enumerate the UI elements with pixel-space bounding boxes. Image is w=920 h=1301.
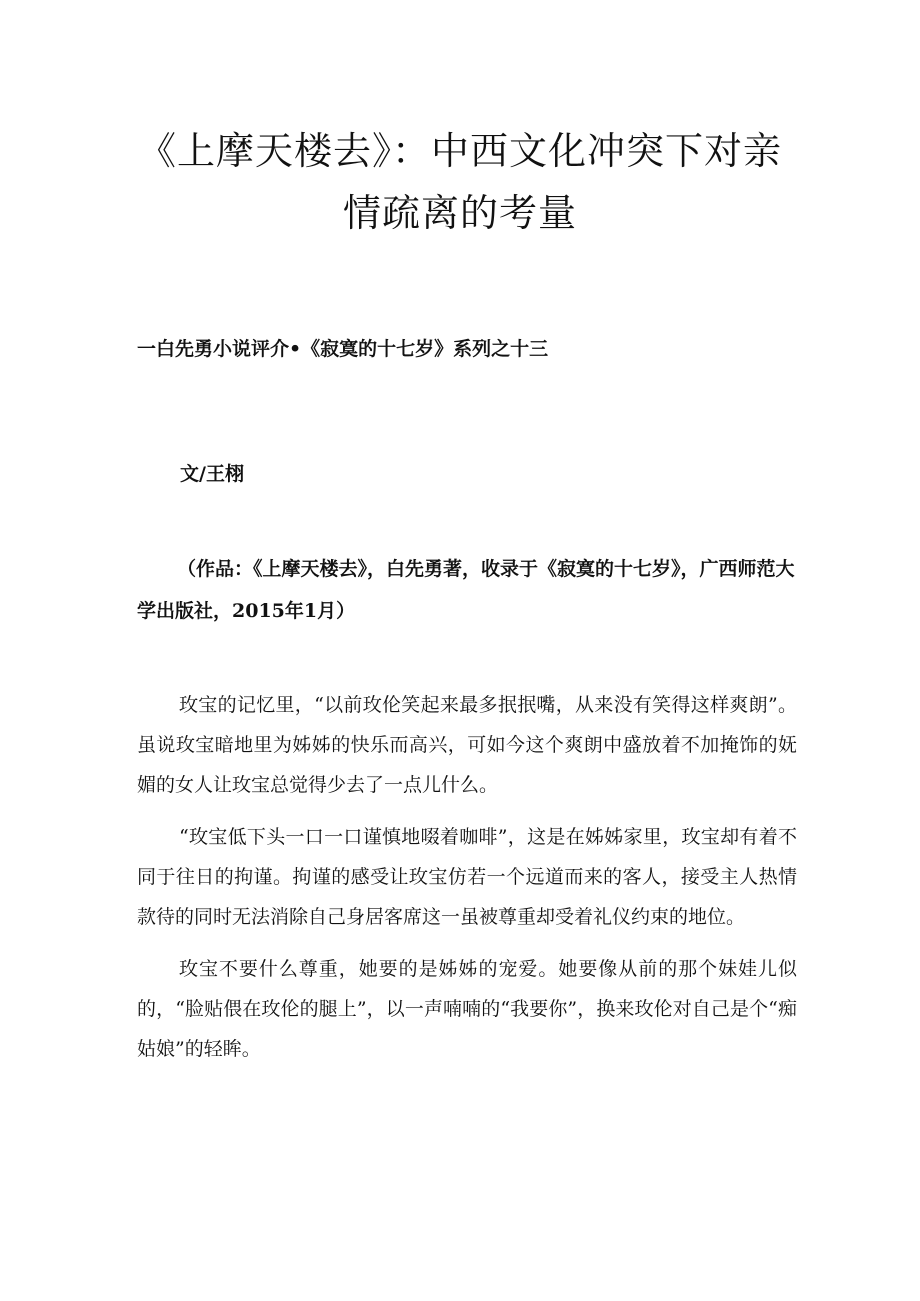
author-byline: 文/王栩	[180, 463, 244, 485]
document-title: 《上摩天楼去》：中西文化冲突下对亲情疏离的考量	[137, 129, 782, 235]
body-paragraph: 玫宝不要什么尊重，她要的是姊姊的宠爱。她要像从前的那个妹娃儿似的，“脸贴偎在玫伦的腿上”，以一声喃喃的“我要你”，换来玫伦对自己是个“痴姑娘”的轻眸。	[137, 958, 797, 1060]
body-paragraph: 玫宝的记忆里，“以前玫伦笑起来最多抿抿嘴，从来没有笑得这样爽朗”。虽说玫宝暗地里为姊姊的快乐而高兴，可如今这个爽朗中盛放着不加掩饰的妩媚的女人让玫宝总觉得少去了一点儿什么。	[137, 694, 797, 796]
work-info: （作品：《上摩天楼去》，白先勇著，收录于《寂寞的十七岁》，广西师范大学出版社，2015年1月）	[137, 558, 795, 622]
article-body	[137, 685, 797, 1081]
body-paragraph: “玫宝低下头一口一口谨慎地啜着咖啡”，这是在姊姊家里，玫宝却有着不同于往日的拘谨。拘谨的感受让玫宝仿若一个远道而来的客人，接受主人热情款待的同时无法消除自己身居客席这一虽被尊重却受着礼仪约束的地位。	[137, 826, 797, 928]
document-subtitle: 一白先勇小说评介•《寂寞的十七岁》系列之十三	[137, 338, 549, 360]
